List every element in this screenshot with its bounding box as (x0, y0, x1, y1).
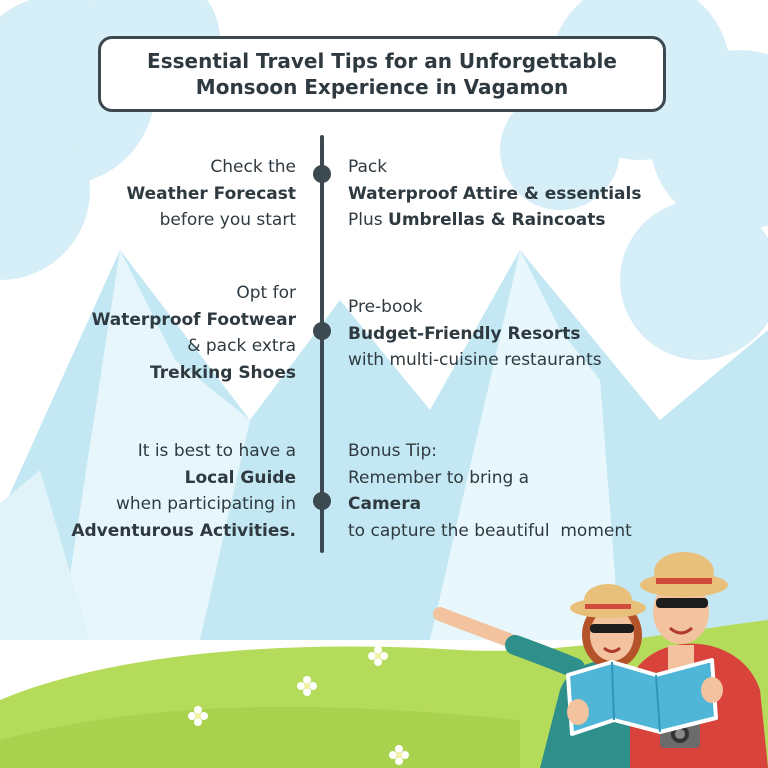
tip-weather-forecast (126, 154, 296, 234)
tip-highlight: Waterproof Footwear (91, 309, 296, 330)
tip-text: Pre-book (348, 297, 423, 317)
tip-highlight: Umbrellas & Raincoats (388, 210, 606, 230)
tip-text-line (348, 207, 641, 234)
tip-highlight: Waterproof Attire & essentials (348, 183, 642, 204)
timeline-dot (313, 165, 331, 183)
title-box (98, 36, 666, 112)
tip-text: & pack extra (187, 336, 296, 356)
title-line-1: Essential Travel Tips for an Unforgettable (147, 49, 617, 73)
tip-highlight: Camera (348, 494, 422, 514)
tip-text: when participating in (115, 494, 296, 514)
tip-text: It is best to have a (137, 441, 296, 461)
tip-text: Check the (210, 157, 296, 177)
tip-waterproof-attire (348, 154, 641, 234)
tip-waterproof-footwear (92, 280, 296, 386)
tip-local-guide (71, 438, 296, 544)
tip-text: Remember to bring a (348, 467, 530, 488)
tip-budget-resorts (348, 294, 602, 374)
timeline-dot (313, 492, 331, 510)
tip-text: Bonus Tip: (348, 441, 437, 461)
tip-highlight: Trekking Shoes (150, 362, 296, 383)
tip-text: to capture the beautiful moment (348, 520, 632, 541)
tip-highlight: Adventurous Activities. (71, 520, 296, 541)
tip-text: Opt for (236, 283, 296, 303)
tip-highlight: Weather Forecast (126, 183, 296, 204)
tip-text: Pack (348, 157, 388, 177)
tip-text: with multi-cuisine restaurants (348, 350, 602, 370)
tip-bonus-camera (348, 438, 632, 544)
tip-highlight: Local Guide (184, 467, 296, 488)
timeline-line (320, 135, 324, 553)
tip-highlight: Budget-Friendly Resorts (348, 323, 581, 344)
tip-text: Plus (348, 210, 389, 230)
tip-text: before you start (159, 210, 296, 230)
title-line-2: Monsoon Experience in Vagamon (195, 75, 569, 99)
timeline-dot (313, 322, 331, 340)
